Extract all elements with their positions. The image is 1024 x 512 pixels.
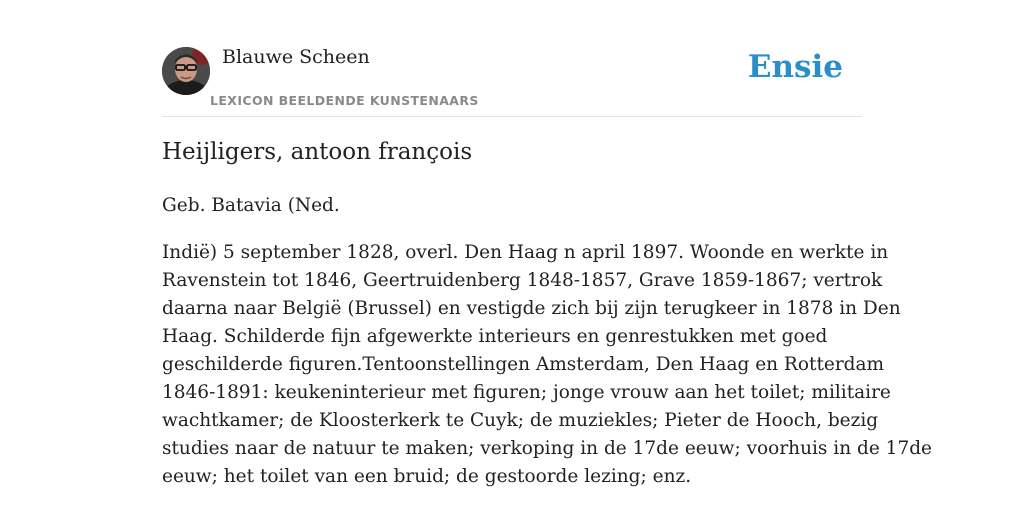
article-paragraph-2 <box>162 239 932 491</box>
paragraph-line: wachtkamer; de Kloosterkerk te Cuyk; de muziekles; Pieter de Hooch, bezig <box>162 410 879 431</box>
avatar-photo-icon <box>162 47 210 95</box>
brand-logo[interactable]: Ensie <box>747 49 843 85</box>
paragraph-line: eeuw; het toilet van een bruid; de gestoorde lezing; enz. <box>162 466 692 487</box>
page-header <box>162 0 862 117</box>
paragraph-line: Ravenstein tot 1846, Geertruidenberg 1848-1857, Grave 1859-1867; vertrok <box>162 270 883 291</box>
paragraph-line: 1846-1891: keukeninterieur met figuren; jonge vrouw aan het toilet; militaire <box>162 382 891 403</box>
paragraph-line: geschilderde figuren.Tentoonstellingen Amsterdam, Den Haag en Rotterdam <box>162 354 885 375</box>
paragraph-line: studies naar de natuur te maken; verkoping in de 17de eeuw; voorhuis in de 17de <box>162 438 932 459</box>
paragraph-line: Indië) 5 september 1828, overl. Den Haag n april 1897. Woonde en werkte in <box>162 242 889 263</box>
author-name[interactable]: Blauwe Scheen <box>222 46 370 68</box>
page-container <box>162 0 932 487</box>
article-paragraph-1: Geb. Batavia (Ned. <box>162 195 340 216</box>
article-title: Heijligers, antoon françois <box>162 139 473 165</box>
paragraph-line: daarna naar België (Brussel) en vestigde zich bij zijn terugkeer in 1878 in Den <box>162 298 901 319</box>
paragraph-line: Haag. Schilderde fijn afgewerkte interieurs en genrestukken met goed <box>162 326 828 347</box>
category-label[interactable]: LEXICON BEELDENDE KUNSTENAARS <box>210 93 479 108</box>
author-avatar[interactable] <box>162 47 210 95</box>
